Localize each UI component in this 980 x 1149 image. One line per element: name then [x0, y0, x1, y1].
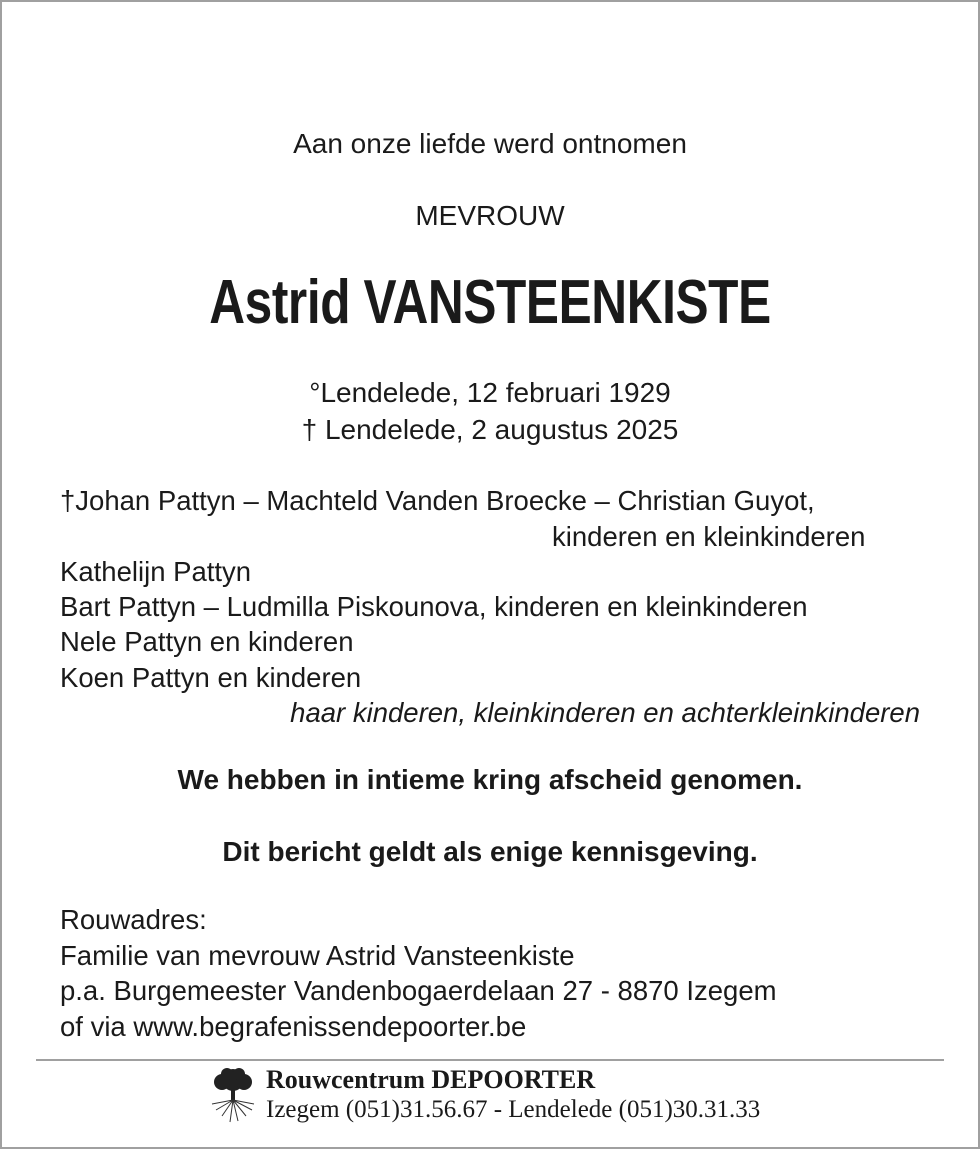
address-line: p.a. Burgemeester Vandenbogaerdelaan 27 - 8870 Izegem: [60, 975, 777, 1006]
family-line: Koen Pattyn en kinderen: [60, 662, 362, 693]
intro-text: Aan onze liefde werd ontnomen: [293, 128, 687, 159]
death-info: † Lendelede, 2 augustus 2025: [301, 414, 679, 445]
family-line: †Johan Pattyn – Machteld Vanden Broecke – Christian Guyot,: [60, 485, 815, 516]
family-line: kinderen en kleinkinderen: [552, 521, 866, 552]
company-phones: Izegem (051)31.56.67 - Lendelede (051)30.31.33: [266, 1096, 761, 1123]
title-text: MEVROUW: [415, 200, 565, 231]
address-label: Rouwadres:: [60, 904, 207, 935]
family-summary: haar kinderen, kleinkinderen en achterkleinkinderen: [290, 697, 920, 728]
address-line: of via www.begrafenissendepoorter.be: [60, 1011, 527, 1042]
address-line: Familie van mevrouw Astrid Vansteenkiste: [60, 940, 575, 971]
deceased-name: Astrid VANSTEENKISTE: [209, 268, 771, 337]
notice-only: Dit bericht geldt als enige kennisgeving.: [222, 836, 758, 867]
family-line: Bart Pattyn – Ludmilla Piskounova, kinderen en kleinkinderen: [60, 591, 808, 622]
tree-logo-icon: [208, 1066, 258, 1124]
notice-farewell: We hebben in intieme kring afscheid genomen.: [177, 764, 803, 795]
family-line: Kathelijn Pattyn: [60, 556, 252, 587]
company-name: Rouwcentrum DEPOORTER: [266, 1065, 596, 1094]
birth-info: °Lendelede, 12 februari 1929: [309, 377, 671, 408]
divider: [36, 1059, 944, 1061]
family-line: Nele Pattyn en kinderen: [60, 626, 354, 657]
footer: [208, 1065, 760, 1125]
